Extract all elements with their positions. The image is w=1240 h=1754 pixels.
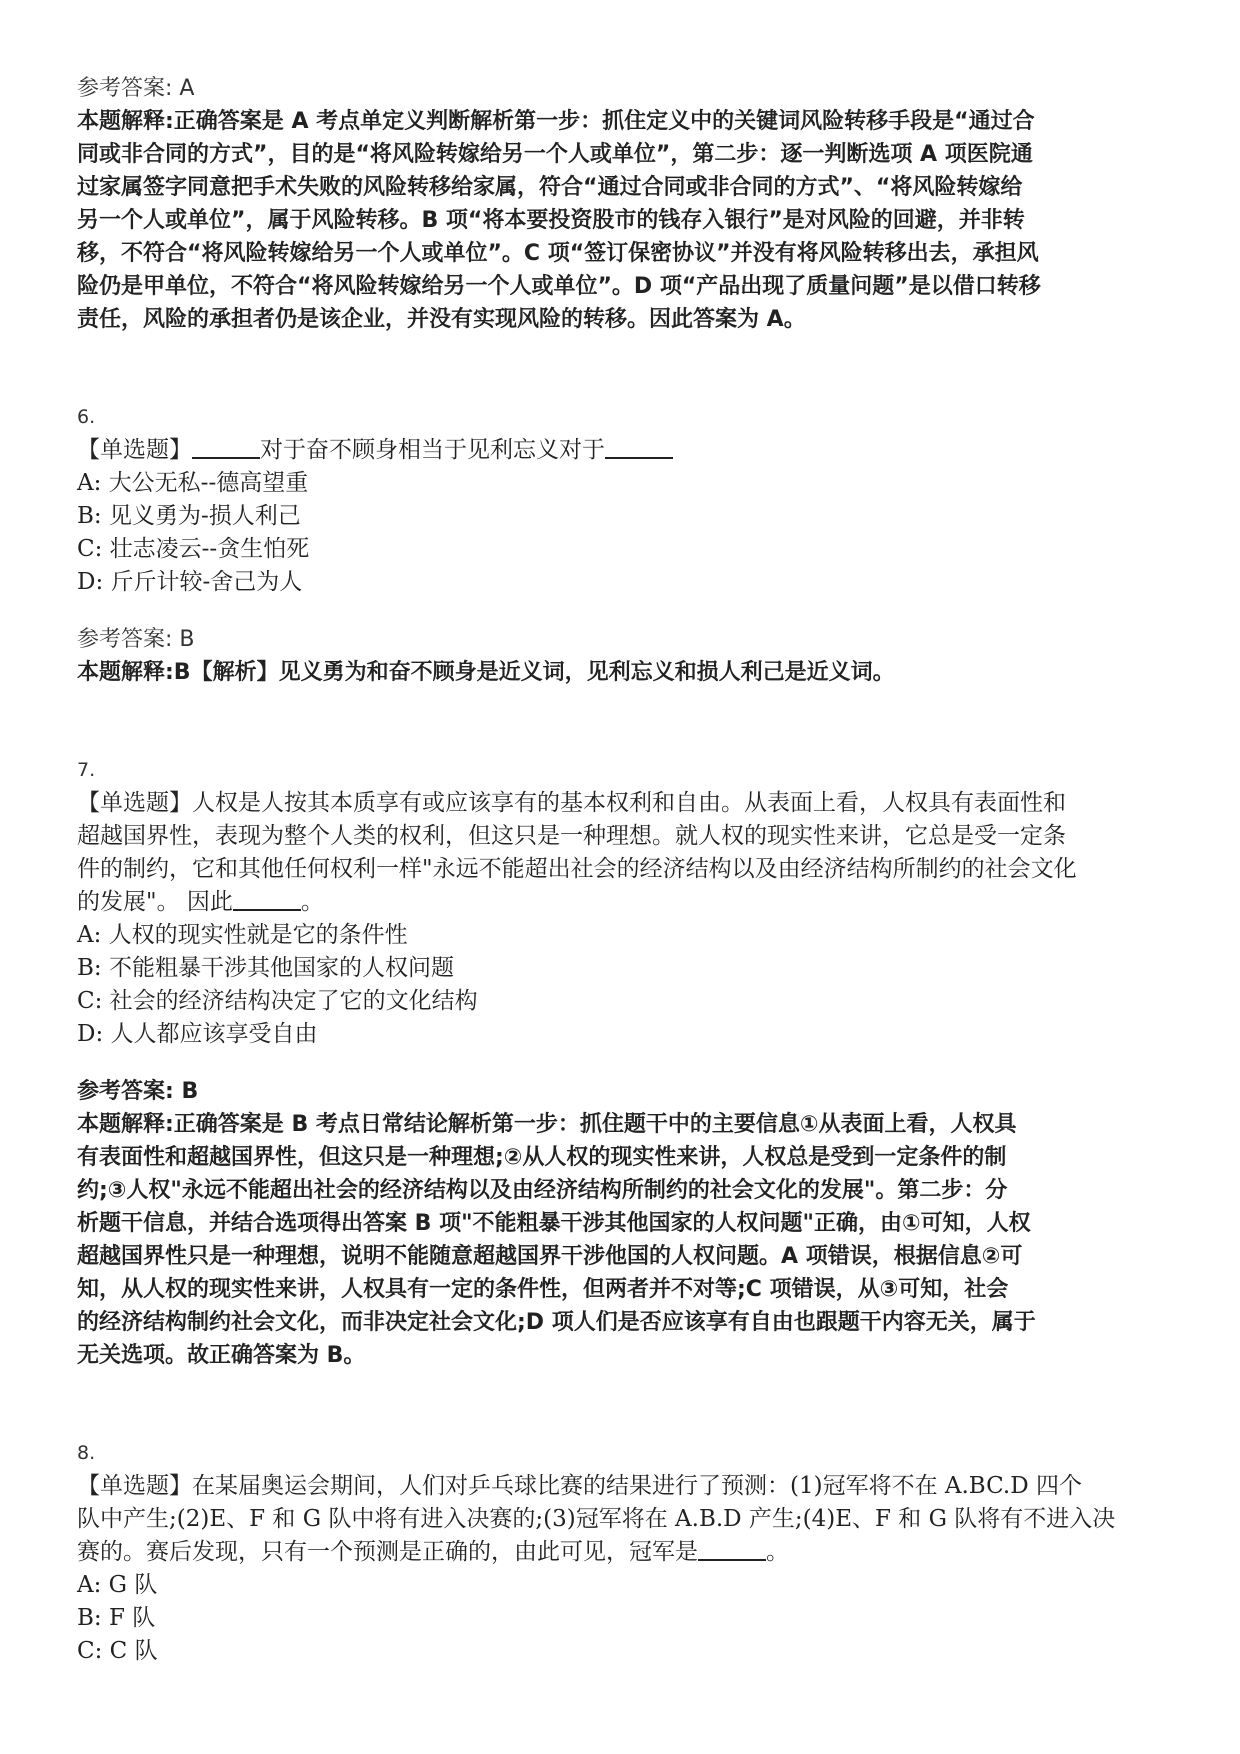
q5-explanation-line: 同或非合同的方式”，目的是“将风险转嫁给另一个人或单位”，第二步：逐一判断选项 A 项医院通	[77, 142, 1033, 167]
q7-explanation-line: 知，从人权的现实性来讲，人权具有一定的条件性，但两者并不对等;C 项错误，从③可知，社会	[77, 1277, 1009, 1302]
q7-stem-line: 【单选题】人权是人按其本质享有或应该享有的基本权利和自由。从表面上看，人权具有表面性和	[77, 790, 1066, 816]
q7-explanation-line: 有表面性和超越国界性，但这只是一种理想;②从人权的现实性来讲，人权总是受到一定条件的制	[77, 1145, 1007, 1170]
q7-stem-last-prefix: 的发展"。 因此	[77, 889, 233, 915]
q5-explanation-line: 另一个人或单位”，属于风险转移。B 项“将本要投资股市的钱存入银行”是对风险的回避，并非转	[77, 208, 1025, 233]
q7-explanation-line: 无关选项。故正确答案为 B。	[77, 1343, 366, 1368]
q7-answer: 参考答案: B	[77, 1079, 199, 1104]
q7-explanation-line: 约;③人权"永远不能超出社会的经济结构以及由经济结构所制约的社会文化的发展"。第二步：分	[77, 1178, 1008, 1203]
q8-option-a: A: G 队	[77, 1572, 158, 1598]
exam-page	[77, 74, 1167, 1668]
q7-stem-line: 超越国界性，表现为整个人类的权利，但这只是一种理想。就人权的现实性来讲，它总是受一定条	[77, 823, 1066, 849]
q6-option-d: D: 斤斤计较-舍己为人	[77, 569, 303, 595]
q8-stem-line: 【单选题】在某届奥运会期间，人们对乒乓球比赛的结果进行了预测：(1)冠军将不在 A.BC.D 四个	[77, 1473, 1082, 1499]
q5-explanation	[77, 105, 1167, 336]
q8-stem-last	[77, 1536, 1167, 1569]
q7-explanation	[77, 1108, 1167, 1372]
q8-option-b: B: F 队	[77, 1605, 156, 1631]
q6-option-c: C: 壮志凌云--贪生怕死	[77, 536, 310, 562]
q7-option-d: D: 人人都应该享受自由	[77, 1021, 318, 1047]
q7-explanation-line: 的经济结构制约社会文化，而非决定社会文化;D 项人们是否应该享有自由也跟题干内容无关，属于	[77, 1310, 1036, 1335]
q5-explanation-line: 责任，风险的承担者仍是该企业，并没有实现风险的转移。因此答案为 A。	[77, 307, 806, 332]
q5-explanation-line: 本题解释:正确答案是 A 考点单定义判断解析第一步：抓住定义中的关键词风险转移手段是“通过合	[77, 109, 1035, 134]
q8-number: 8.	[77, 1442, 96, 1464]
q7-stem-last-suffix: 。	[300, 889, 324, 915]
q5-explanation-line: 移，不符合“将风险转嫁给另一个人或单位”。C 项“签订保密协议”并没有将风险转移出去，承担风	[77, 241, 1039, 266]
q7-stem-line: 件的制约，它和其他任何权利一样"永远不能超出社会的经济结构以及由经济结构所制约的社会文化	[77, 856, 1077, 882]
q7-stem-last	[77, 886, 1167, 919]
q7-explanation-line: 析题干信息，并结合选项得出答案 B 项"不能粗暴干涉其他国家的人权问题"正确，由①可知，人权	[77, 1211, 1031, 1236]
q6-answer: 参考答案: B	[77, 627, 195, 652]
q5-answer: 参考答案: A	[77, 76, 195, 101]
q6-stem	[77, 434, 1167, 467]
q7-option-a: A: 人权的现实性就是它的条件性	[77, 922, 408, 948]
q8-option-c: C: C 队	[77, 1638, 158, 1664]
q7-option-c: C: 社会的经济结构决定了它的文化结构	[77, 988, 478, 1014]
q6-stem-middle: 对于奋不顾身相当于见利忘义对于	[260, 437, 605, 463]
q7-blank	[233, 887, 301, 911]
q8-stem-line: 队中产生;(2)E、F 和 G 队中将有进入决赛的;(3)冠军将在 A.B.D 产生;(4)E、F 和 G 队将有不进入决	[77, 1506, 1116, 1532]
q6-option-b: B: 见义勇为-损人利己	[77, 503, 301, 529]
q5-explanation-line: 过家属签字同意把手术失败的风险转移给家属，符合“通过合同或非合同的方式”、“将风险转嫁给	[77, 175, 1023, 200]
q5-explanation-line: 险仍是甲单位，不符合“将风险转嫁给另一个人或单位”。D 项“产品出现了质量问题”是以借口转移	[77, 274, 1041, 299]
q6-stem-prefix: 【单选题】	[77, 437, 192, 463]
q7-explanation-line: 超越国界性只是一种理想，说明不能随意超越国界干涉他国的人权问题。A 项错误，根据信息②可	[77, 1244, 1023, 1269]
q7-number: 7.	[77, 759, 96, 781]
q8-blank	[698, 1537, 766, 1561]
q6-explanation: 本题解释:B【解析】见义勇为和奋不顾身是近义词，见利忘义和损人利己是近义词。	[77, 660, 895, 685]
q6-blank-2	[605, 435, 673, 459]
q6-number: 6.	[77, 406, 96, 428]
q7-option-b: B: 不能粗暴干涉其他国家的人权问题	[77, 955, 454, 981]
q8-stem-last-suffix: 。	[766, 1539, 789, 1565]
q6-option-a: A: 大公无私--德高望重	[77, 470, 309, 496]
q7-explanation-line: 本题解释:正确答案是 B 考点日常结论解析第一步：抓住题干中的主要信息①从表面上看，人权具	[77, 1112, 1017, 1137]
q8-stem-last-prefix: 赛的。赛后发现，只有一个预测是正确的，由此可见，冠军是	[77, 1539, 698, 1565]
q6-blank-1	[192, 435, 260, 459]
